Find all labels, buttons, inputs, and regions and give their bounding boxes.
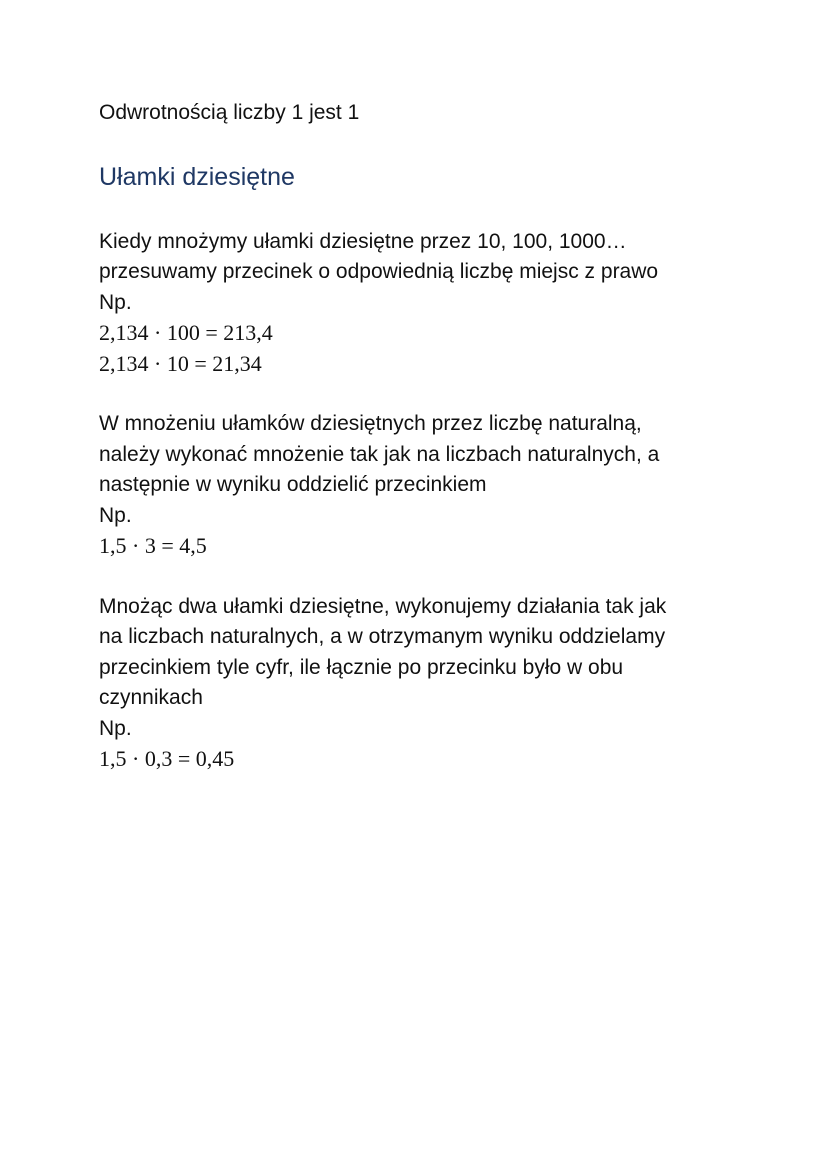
example-label: Np. xyxy=(99,716,132,740)
paragraph-line: W mnożeniu ułamków dziesiętnych przez liczbę naturalną, xyxy=(99,412,642,435)
example-equation: 1,5 · 0,3 = 0,45 xyxy=(99,746,235,771)
paragraph-multiplying-by-powers-of-ten xyxy=(99,227,789,380)
example-equation: 1,5 · 3 = 4,5 xyxy=(99,533,207,558)
paragraph-line: przesuwamy przecinek o odpowiednią liczbę miejsc z prawo xyxy=(99,260,659,283)
document-page xyxy=(99,98,789,775)
example-equation: 2,134 · 100 = 213,4 xyxy=(99,320,273,345)
example-equation: 2,134 · 10 = 21,34 xyxy=(99,350,262,376)
paragraph-line: Kiedy mnożymy ułamki dziesiętne przez 10, 100, 1000… xyxy=(99,229,627,253)
paragraph-line: Mnożąc dwa ułamki dziesiętne, wykonujemy działania tak jak xyxy=(99,594,667,618)
paragraph-line: następnie w wyniku oddzielić przecinkiem xyxy=(99,473,487,496)
paragraph-line: czynnikach xyxy=(99,686,203,709)
example-label: Np. xyxy=(99,290,132,314)
section-heading: Ułamki dziesiętne xyxy=(99,162,295,191)
paragraph-line: przecinkiem tyle cyfr, ile łącznie po przecinku było w obu xyxy=(99,655,624,679)
paragraph-multiplying-two-decimals xyxy=(99,592,789,775)
paragraph-line: należy wykonać mnożenie tak jak na liczbach naturalnych, a xyxy=(99,442,660,466)
paragraph-line: na liczbach naturalnych, a w otrzymanym wyniku oddzielamy xyxy=(99,625,666,648)
intro-text: Odwrotnością liczby 1 jest 1 xyxy=(99,101,360,124)
example-label: Np. xyxy=(99,503,132,527)
paragraph-multiplying-by-natural-number xyxy=(99,409,789,562)
